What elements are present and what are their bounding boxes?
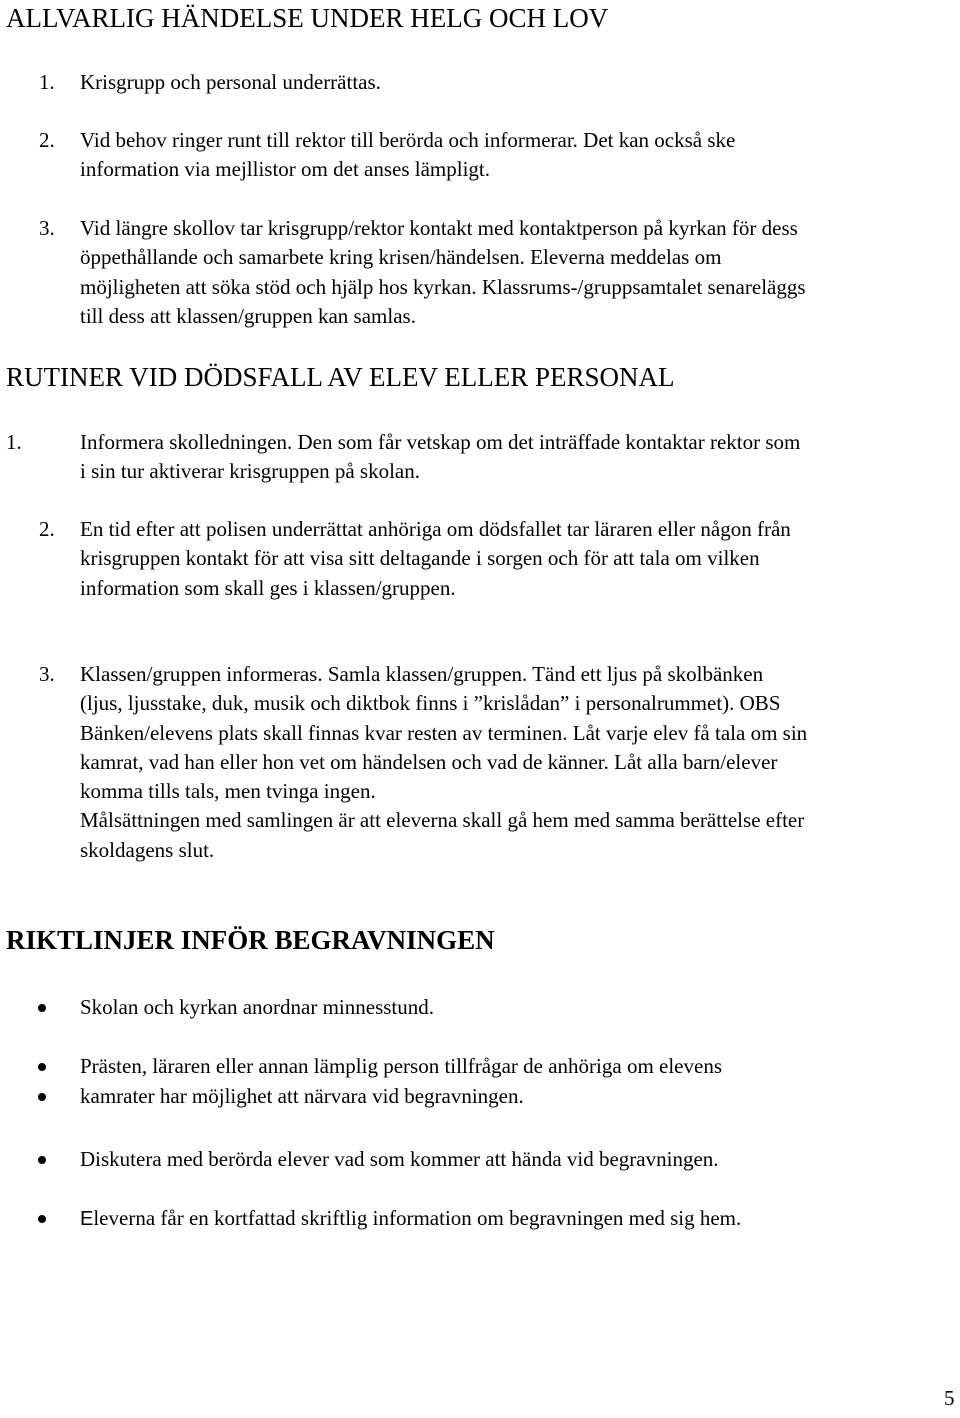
list-number: 1.	[6, 430, 22, 454]
list-item-text	[80, 68, 960, 97]
text-line: skoldagens slut.	[80, 837, 215, 862]
page-number: 5	[944, 1386, 955, 1410]
text-line: information som skall ges i klassen/gruppen.	[80, 575, 456, 600]
section-heading-dodsfall: RUTINER VID DÖDSFALL AV ELEV ELLER PERSONAL	[6, 362, 675, 392]
text-line: En tid efter att polisen underrättat anhöriga om dödsfallet tar läraren eller någon från	[80, 517, 791, 541]
bullet-text: Skolan och kyrkan anordnar minnesstund.	[80, 995, 435, 1019]
text-line: Klassen/gruppen informeras. Samla klassen/gruppen. Tänd ett ljus på skolbänken	[80, 662, 764, 686]
list-number: 2.	[39, 517, 55, 541]
bullet-text-rest: leverna får en kortfattad skriftlig information om begravningen med sig hem.	[93, 1206, 742, 1230]
bullet-icon	[38, 1063, 46, 1071]
list-item-text	[80, 428, 960, 487]
text-line: Krisgrupp och personal underrättas.	[80, 70, 381, 94]
bullet-icon	[38, 1156, 46, 1164]
text-line: Informera skolledningen. Den som får vetskap om det inträffade kontaktar rektor som	[80, 430, 801, 454]
bullet-text	[80, 1204, 741, 1234]
list-item-text	[80, 214, 960, 331]
bullet-icon	[38, 1093, 46, 1101]
bullet-text: kamrater har möjlighet att närvara vid begravningen.	[80, 1084, 524, 1108]
bullet-text: Diskutera med berörda elever vad som kommer att hända vid begravningen.	[80, 1147, 719, 1171]
list-item-text	[80, 660, 960, 865]
bullet-text-initial: E	[80, 1208, 94, 1230]
text-line: i sin tur aktiverar krisgruppen på skolan.	[80, 459, 420, 484]
text-line: möjligheten att söka stöd och hjälp hos kyrkan. Klassrums-/gruppsamtalet senareläggs	[80, 274, 806, 299]
text-line: öppethållande och samarbete kring krisen/händelsen. Eleverna meddelas om	[80, 245, 722, 270]
text-line: till dess att klassen/gruppen kan samlas.	[80, 303, 416, 328]
section-heading-helg-och-lov: ALLVARLIG HÄNDELSE UNDER HELG OCH LOV	[6, 3, 609, 33]
text-line: Vid behov ringer runt till rektor till berörda och informerar. Det kan också ske	[80, 128, 736, 152]
text-line: Vid längre skollov tar krisgrupp/rektor kontakt med kontaktperson på kyrkan för dess	[80, 216, 798, 240]
list-number: 3.	[39, 662, 55, 686]
list-number: 3.	[39, 216, 55, 240]
bullet-icon	[38, 1215, 46, 1223]
list-item-text	[80, 126, 960, 185]
text-line: krisgruppen kontakt för att visa sitt deltagande i sorgen och för att tala om vilken	[80, 546, 760, 571]
bullet-text: Prästen, läraren eller annan lämplig person tillfrågar de anhöriga om elevens	[80, 1054, 722, 1078]
text-line: Bänken/elevens plats skall finnas kvar resten av terminen. Låt varje elev få tala om sin	[80, 720, 808, 745]
list-number: 2.	[39, 128, 55, 152]
text-line: komma tills tals, men tvinga ingen.	[80, 779, 376, 804]
text-line: (ljus, ljusstake, duk, musik och diktbok finns i ”krislådan” i personalrummet). OBS	[80, 691, 781, 716]
bullet-icon	[38, 1004, 46, 1012]
text-line: Målsättningen med samlingen är att eleverna skall gå hem med samma berättelse efter	[80, 808, 805, 833]
text-line: kamrat, vad han eller hon vet om händelsen och vad de känner. Låt alla barn/elever	[80, 749, 778, 774]
list-number: 1.	[39, 70, 55, 94]
section-heading-begravningen: RIKTLINJER INFÖR BEGRAVNINGEN	[6, 925, 495, 955]
text-line: information via mejllistor om det anses lämpligt.	[80, 157, 491, 182]
list-item-text	[80, 515, 960, 603]
